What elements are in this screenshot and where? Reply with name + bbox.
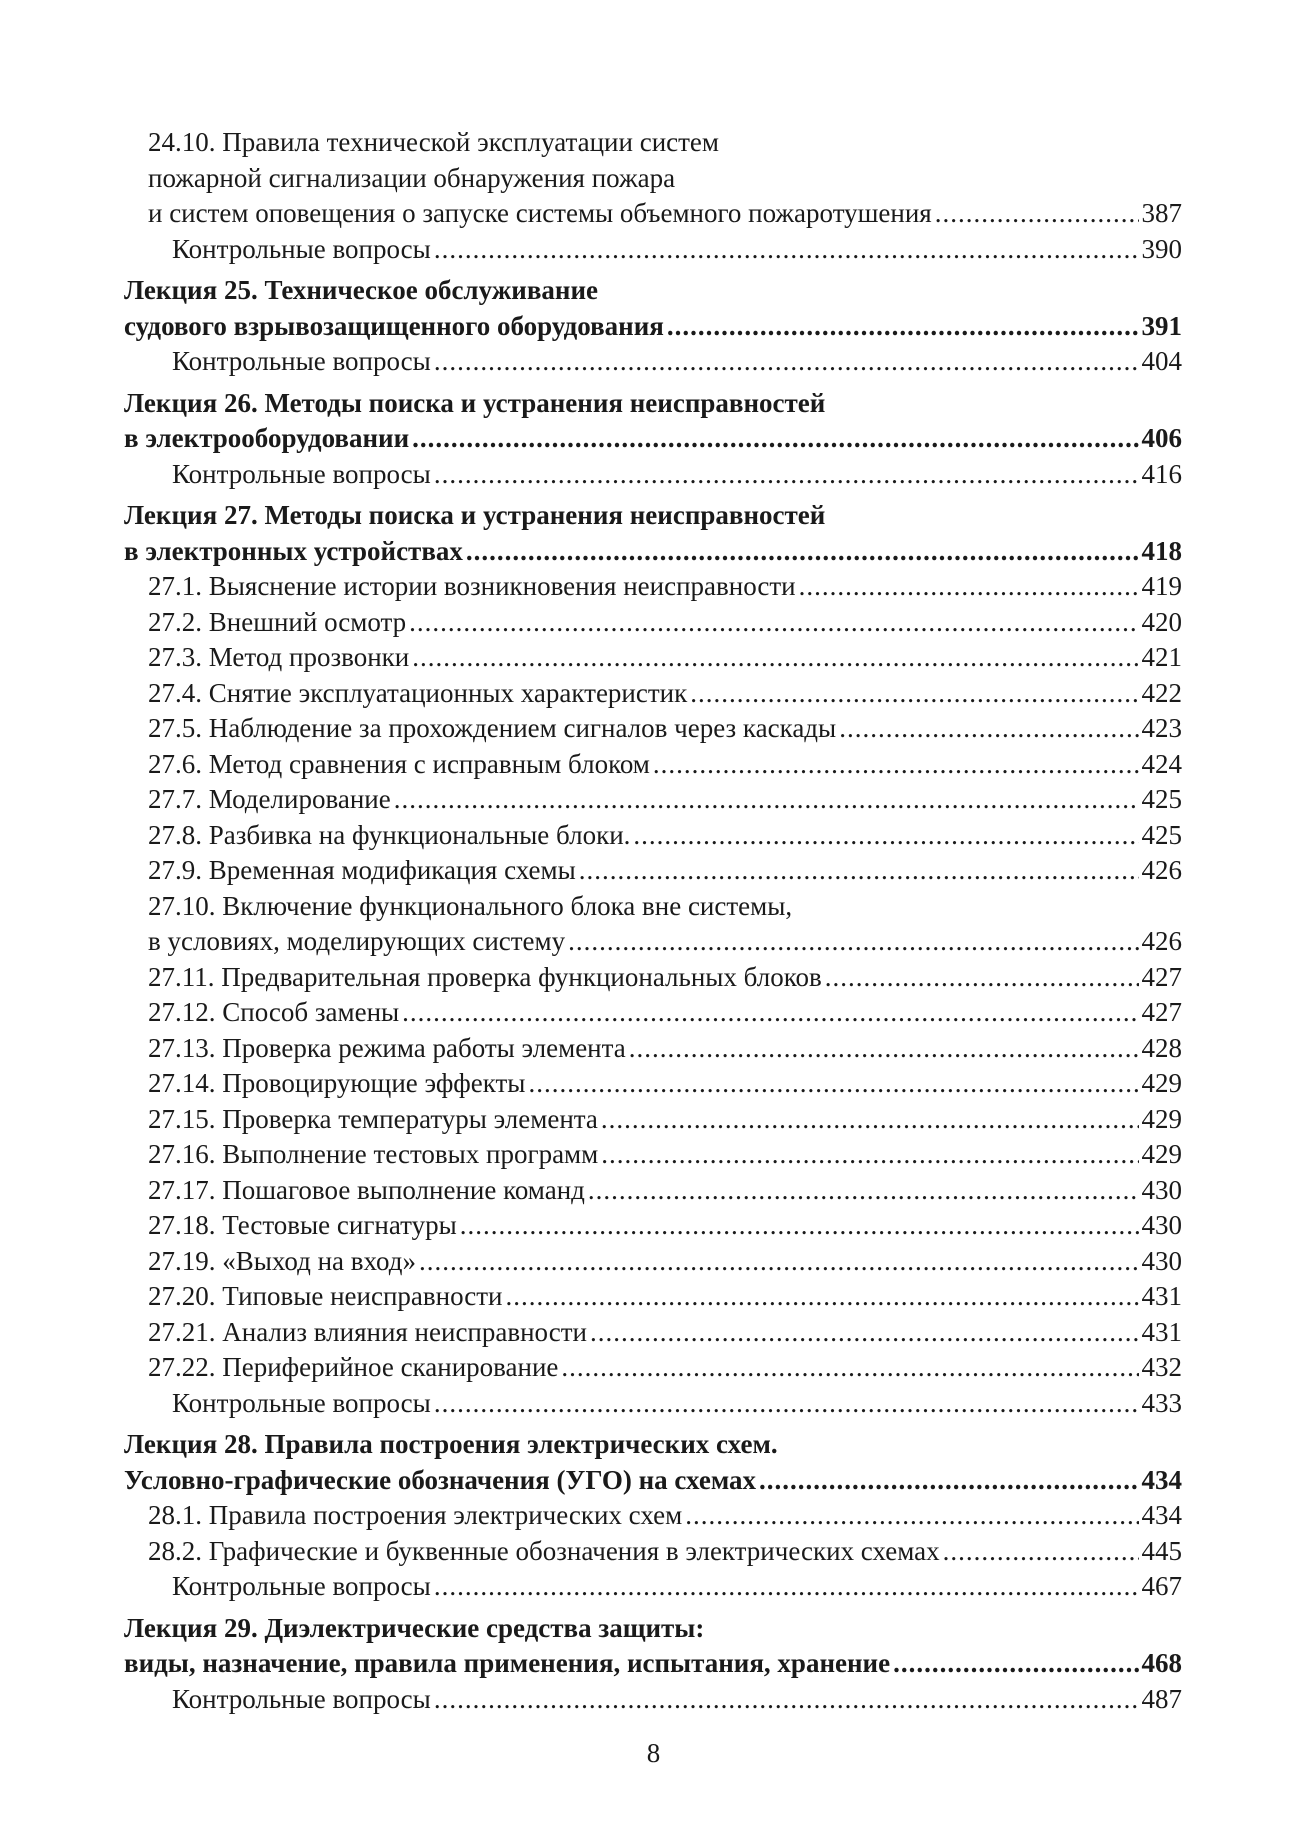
toc-entry-line: пожарной сигнализации обнаружения пожара: [148, 162, 676, 193]
toc-page-number: 425: [1141, 819, 1182, 850]
toc-page-number: 387: [1141, 198, 1182, 228]
toc-entry-title: 27.22. Периферийное сканирование: [148, 1352, 559, 1382]
toc-page-number: 434: [1141, 1500, 1182, 1530]
toc-section-entry[interactable]: [124, 605, 1182, 641]
dot-leader: [460, 1208, 1139, 1244]
dot-leader: [528, 1066, 1138, 1102]
toc-page-number: 427: [1141, 961, 1182, 992]
dot-leader: [419, 1244, 1139, 1280]
toc-entry-title: 27.8. Разбивка на функциональные блоки.: [148, 819, 631, 850]
dot-leader: [601, 1137, 1138, 1173]
dot-leader: [434, 1386, 1139, 1422]
dot-leader: [601, 1102, 1139, 1138]
toc-questions-entry[interactable]: [124, 1682, 1182, 1718]
toc-entry-title: в условиях, моделирующих систему: [148, 926, 566, 956]
toc-page-number: 428: [1141, 1032, 1182, 1063]
toc-section-entry[interactable]: [124, 1315, 1182, 1351]
toc-entry-title: 27.14. Провоцирующие эффекты: [148, 1068, 526, 1098]
dot-leader: [466, 534, 1139, 570]
toc-entry-line: Лекция 27. Методы поиска и устранения неисправностей: [124, 500, 826, 530]
toc-page-number: 429: [1141, 1103, 1182, 1134]
toc-section-entry[interactable]: [124, 1066, 1182, 1102]
toc-page-number: 425: [1141, 784, 1182, 814]
toc-page-number: 390: [1141, 233, 1182, 264]
toc-section-entry[interactable]: [124, 569, 1182, 605]
toc-entry-title: виды, назначение, правила применения, испытания, хранение: [124, 1648, 891, 1678]
toc-page-number: 468: [1141, 1648, 1182, 1678]
toc-section-entry[interactable]: [124, 1173, 1182, 1209]
dot-leader: [633, 818, 1138, 854]
toc-entry-title: Контрольные вопросы: [172, 1387, 431, 1418]
toc-section-entry[interactable]: [124, 818, 1182, 854]
toc-entry-title: 28.1. Правила построения электрических схем: [148, 1500, 683, 1530]
dot-leader: [579, 853, 1139, 889]
page-number: 8: [646, 1738, 661, 1768]
toc-entry-line: Лекция 29. Диэлектрические средства защиты:: [124, 1612, 705, 1643]
dot-leader: [825, 960, 1139, 996]
dot-leader: [653, 747, 1139, 783]
toc-questions-entry[interactable]: [124, 457, 1182, 493]
toc-entry-title: Контрольные вопросы: [172, 233, 431, 264]
toc-entry-title: 27.21. Анализ влияния неисправности: [148, 1316, 587, 1347]
toc-entry-line: Лекция 28. Правила построения электрических схем.: [124, 1429, 778, 1459]
toc-entry-title: 27.5. Наблюдение за прохождением сигналов через каскады: [148, 713, 837, 743]
toc-entry-line: Лекция 25. Техническое обслуживание: [124, 275, 599, 305]
dot-leader: [893, 1646, 1138, 1682]
toc-page-number: 426: [1141, 926, 1182, 956]
toc-lecture-entry[interactable]: [124, 534, 1182, 570]
toc-section-entry[interactable]: [124, 995, 1182, 1031]
toc-lecture-entry[interactable]: [124, 1646, 1182, 1682]
toc-section-entry[interactable]: [124, 196, 1182, 232]
toc-page-number: 467: [1141, 1571, 1182, 1601]
toc-page-number: 416: [1141, 458, 1182, 489]
toc-questions-entry[interactable]: [124, 232, 1182, 268]
dot-leader: [667, 309, 1139, 345]
toc-lecture-entry[interactable]: [124, 421, 1182, 457]
dot-leader: [434, 232, 1139, 268]
toc-page-number: 421: [1141, 642, 1182, 672]
toc-section-entry[interactable]: [124, 676, 1182, 712]
toc-entry-title: 27.12. Способ замены: [148, 997, 400, 1027]
toc-section-entry[interactable]: [124, 640, 1182, 676]
dot-leader: [685, 1498, 1138, 1534]
toc-page-number: 427: [1141, 997, 1182, 1027]
toc-entry-title: Контрольные вопросы: [172, 1683, 431, 1714]
toc-lecture-entry[interactable]: [124, 1463, 1182, 1499]
toc-section-entry[interactable]: [124, 711, 1182, 747]
dot-leader: [629, 1031, 1139, 1067]
toc-page-number: 424: [1141, 748, 1182, 779]
toc-section-entry[interactable]: [124, 1102, 1182, 1138]
dot-leader: [434, 344, 1139, 380]
toc-entry-title: 27.2. Внешний осмотр: [148, 606, 407, 637]
toc-section-entry[interactable]: [124, 1137, 1182, 1173]
dot-leader: [394, 782, 1139, 818]
toc-page-number: 418: [1141, 535, 1182, 566]
toc-entry-line: 24.10. Правила технической эксплуатации систем: [148, 127, 719, 157]
dot-leader: [412, 640, 1138, 676]
toc-page-number: 420: [1141, 606, 1182, 637]
toc-entry-title: 27.11. Предварительная проверка функциональных блоков: [148, 961, 822, 992]
toc-lecture-entry[interactable]: [124, 309, 1182, 345]
toc-page-number: 430: [1141, 1210, 1182, 1240]
toc-page-number: 429: [1141, 1068, 1182, 1098]
toc-page-number: 423: [1141, 713, 1182, 743]
toc-entry-title: 27.16. Выполнение тестовых программ: [148, 1139, 599, 1169]
toc-page-number: 426: [1141, 855, 1182, 885]
toc-page-number: 487: [1141, 1683, 1182, 1714]
dot-leader: [839, 711, 1138, 747]
toc-section-entry[interactable]: [124, 1244, 1182, 1280]
toc-entry-title: 27.17. Пошаговое выполнение команд: [148, 1174, 585, 1205]
toc-page-number: 429: [1141, 1139, 1182, 1169]
toc-section-entry[interactable]: [124, 747, 1182, 783]
toc-entry-title: и систем оповещения о запуске системы объемного пожаротушения: [148, 198, 932, 228]
toc-page-number: 406: [1141, 423, 1182, 453]
toc-page-number: 445: [1141, 1535, 1182, 1566]
dot-leader: [588, 1173, 1139, 1209]
toc-entry-title: в электрооборудовании: [124, 423, 410, 453]
dot-leader: [799, 569, 1139, 605]
toc-section-entry[interactable]: [124, 924, 1182, 960]
toc-entry-title: 27.1. Выяснение истории возникновения неисправности: [148, 571, 796, 601]
toc-entry-title: судового взрывозащищенного оборудования: [124, 310, 664, 341]
toc-entry-title: 28.2. Графические и буквенные обозначения в электрических схемах: [148, 1535, 940, 1566]
toc-entry-title: 27.13. Проверка режима работы элемента: [148, 1032, 626, 1063]
dot-leader: [759, 1463, 1138, 1499]
toc-entry-title: 27.20. Типовые неисправности: [148, 1281, 503, 1311]
toc-entry-title: Контрольные вопросы: [172, 458, 431, 489]
dot-leader: [590, 1315, 1139, 1351]
toc-section-entry[interactable]: [124, 1534, 1182, 1570]
toc-page-number: 404: [1141, 346, 1182, 376]
toc-section-entry[interactable]: [124, 782, 1182, 818]
dot-leader: [402, 995, 1138, 1031]
toc-page-number: 433: [1141, 1387, 1182, 1418]
toc-entry-title: в электронных устройствах: [124, 535, 463, 566]
toc-section-entry[interactable]: [124, 1279, 1182, 1315]
toc-page-number: 431: [1141, 1281, 1182, 1311]
toc-entry-title: 27.9. Временная модификация схемы: [148, 855, 576, 885]
toc-entry-title: Контрольные вопросы: [172, 1571, 431, 1601]
toc-entry-title: 27.3. Метод прозвонки: [148, 642, 410, 672]
toc-section-entry[interactable]: [124, 1208, 1182, 1244]
dot-leader: [412, 421, 1138, 457]
dot-leader: [568, 924, 1138, 960]
toc-entry-title: 27.18. Тестовые сигнатуры: [148, 1210, 457, 1240]
table-of-contents: [124, 125, 1182, 1717]
toc-page-number: 432: [1141, 1352, 1182, 1382]
toc-page-number: 434: [1141, 1464, 1182, 1495]
dot-leader: [409, 605, 1138, 641]
dot-leader: [434, 457, 1139, 493]
dot-leader: [506, 1279, 1139, 1315]
dot-leader: [434, 1569, 1139, 1605]
toc-questions-entry[interactable]: [124, 1386, 1182, 1422]
toc-section-entry[interactable]: [124, 853, 1182, 889]
toc-section-entry[interactable]: [124, 960, 1182, 996]
toc-section-entry[interactable]: [124, 1498, 1182, 1534]
dot-leader: [935, 196, 1139, 232]
dot-leader: [690, 676, 1138, 712]
toc-page-number: 419: [1141, 571, 1182, 601]
toc-entry-title: 27.7. Моделирование: [148, 784, 391, 814]
toc-entry-title: 27.19. «Выход на вход»: [148, 1245, 416, 1276]
toc-section-entry[interactable]: [124, 1350, 1182, 1386]
toc-entry-line: Лекция 26. Методы поиска и устранения неисправностей: [124, 387, 826, 418]
toc-page-number: 430: [1141, 1245, 1182, 1276]
dot-leader: [561, 1350, 1138, 1386]
toc-questions-entry[interactable]: [124, 344, 1182, 380]
toc-entry-title: 27.4. Снятие эксплуатационных характеристик: [148, 677, 688, 708]
dot-leader: [943, 1534, 1139, 1570]
toc-entry-title: Контрольные вопросы: [172, 346, 431, 376]
toc-entry-line: 27.10. Включение функционального блока вне системы,: [148, 890, 793, 921]
toc-entry-title: Условно-графические обозначения (УГО) на схемах: [124, 1464, 757, 1495]
toc-page-number: 431: [1141, 1316, 1182, 1347]
toc-page-number: 422: [1141, 677, 1182, 708]
toc-entry-title: 27.6. Метод сравнения с исправным блоком: [148, 748, 650, 779]
toc-entry-title: 27.15. Проверка температуры элемента: [148, 1103, 598, 1134]
toc-page-number: 430: [1141, 1174, 1182, 1205]
toc-page-number: 391: [1141, 310, 1182, 341]
toc-section-entry[interactable]: [124, 1031, 1182, 1067]
dot-leader: [434, 1682, 1139, 1718]
toc-questions-entry[interactable]: [124, 1569, 1182, 1605]
